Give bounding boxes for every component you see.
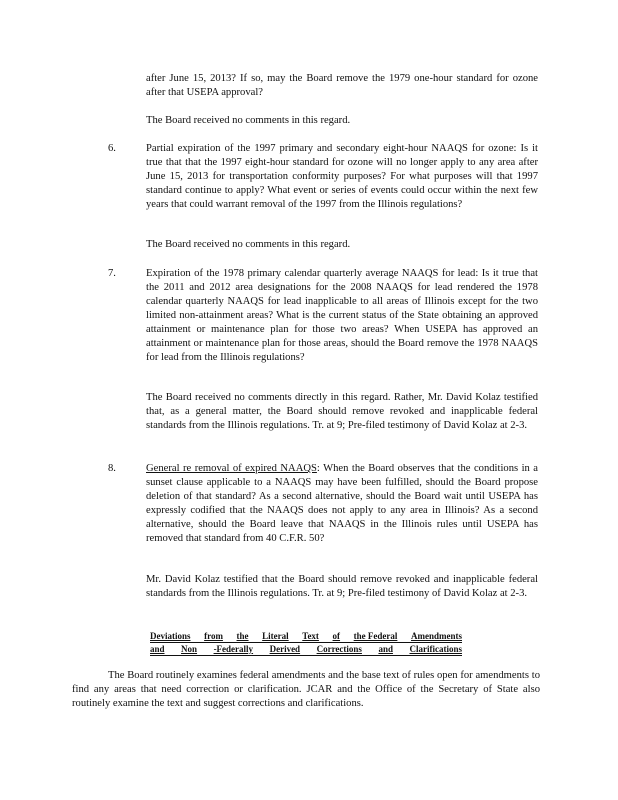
question-6: Partial expiration of the 1997 primary and secondary eight-hour NAAQS for ozone: Is it true that that the 1997 eight-hour standard for ozone will no longer apply to any area after June 15, 2013 for transportation conformity purposes? For what purposes will that 1997 standard continue to apply? What event or series of events could occur within the next few years that could warrant removal of the 1997 from the Illinois regulations? bbox=[146, 143, 538, 210]
section-heading-line-2: and Non -Federally Derived Corrections and Clarifications bbox=[150, 644, 462, 654]
response-8: Mr. David Kolaz testified that the Board should remove revoked and inapplicable federal standards from the Illinois regulations. Tr. at 9; Pre-filed testimony of David Kolaz at 2-3. bbox=[146, 574, 538, 599]
question-8-body: : When the Board observes that the conditions in a sunset clause applicable to a NAAQS may have been fulfilled, should the Board propose deletion of that standard? As a second alternative, should the Board wait until USEPA has expressly codified that the NAAQS does not apply to any area in Illinois? As a second alternative, should the Board leave that NAAQS in the Illinois rules until USEPA has removed that standard from 40 C.F.R. 50? bbox=[146, 463, 538, 544]
response-7: The Board received no comments directly in this regard. Rather, Mr. David Kolaz testified that, as a general matter, the Board should remove revoked and inapplicable federal standards from the Illinois regulations. Tr. at 9; Pre-filed testimony of David Kolaz at 2-3. bbox=[146, 392, 538, 431]
question-7: Expiration of the 1978 primary calendar quarterly average NAAQS for lead: Is it true that the 2011 and 2012 area designations for the 2008 NAAQS for lead rendered the 1978 calendar quarterly NAAQS for lead inapplicable to all areas of Illinois except for the two limited non-attainment areas? What is the current status of the State obtaining an approved attainment or maintenance plan for those two areas? When USEPA has approved an attainment or maintenance plan for those areas, should the Board remove the 1978 NAAQS for lead from the Illinois regulations? bbox=[146, 268, 538, 363]
section-heading-line-1: Deviations from the Literal Text of the Federal Amendments bbox=[150, 631, 462, 641]
response-5: The Board received no comments in this regard. bbox=[146, 115, 351, 126]
closing-paragraph: The Board routinely examines federal amendments and the base text of rules open for amendments to find any areas that need correction or clarification. JCAR and the Office of the Secretary of State also routinely examine the text and suggest corrections and clarifications. bbox=[72, 670, 540, 709]
question-8-heading: General re removal of expired NAAQS bbox=[146, 463, 317, 474]
item-number-7: 7. bbox=[108, 268, 116, 279]
item-number-6: 6. bbox=[108, 143, 116, 154]
continued-question: after June 15, 2013? If so, may the Board remove the 1979 one-hour standard for ozone after that USEPA approval? bbox=[146, 73, 538, 98]
response-6: The Board received no comments in this regard. bbox=[146, 239, 351, 250]
question-8 bbox=[146, 462, 538, 546]
item-number-8: 8. bbox=[108, 463, 116, 474]
section-heading bbox=[150, 630, 462, 656]
